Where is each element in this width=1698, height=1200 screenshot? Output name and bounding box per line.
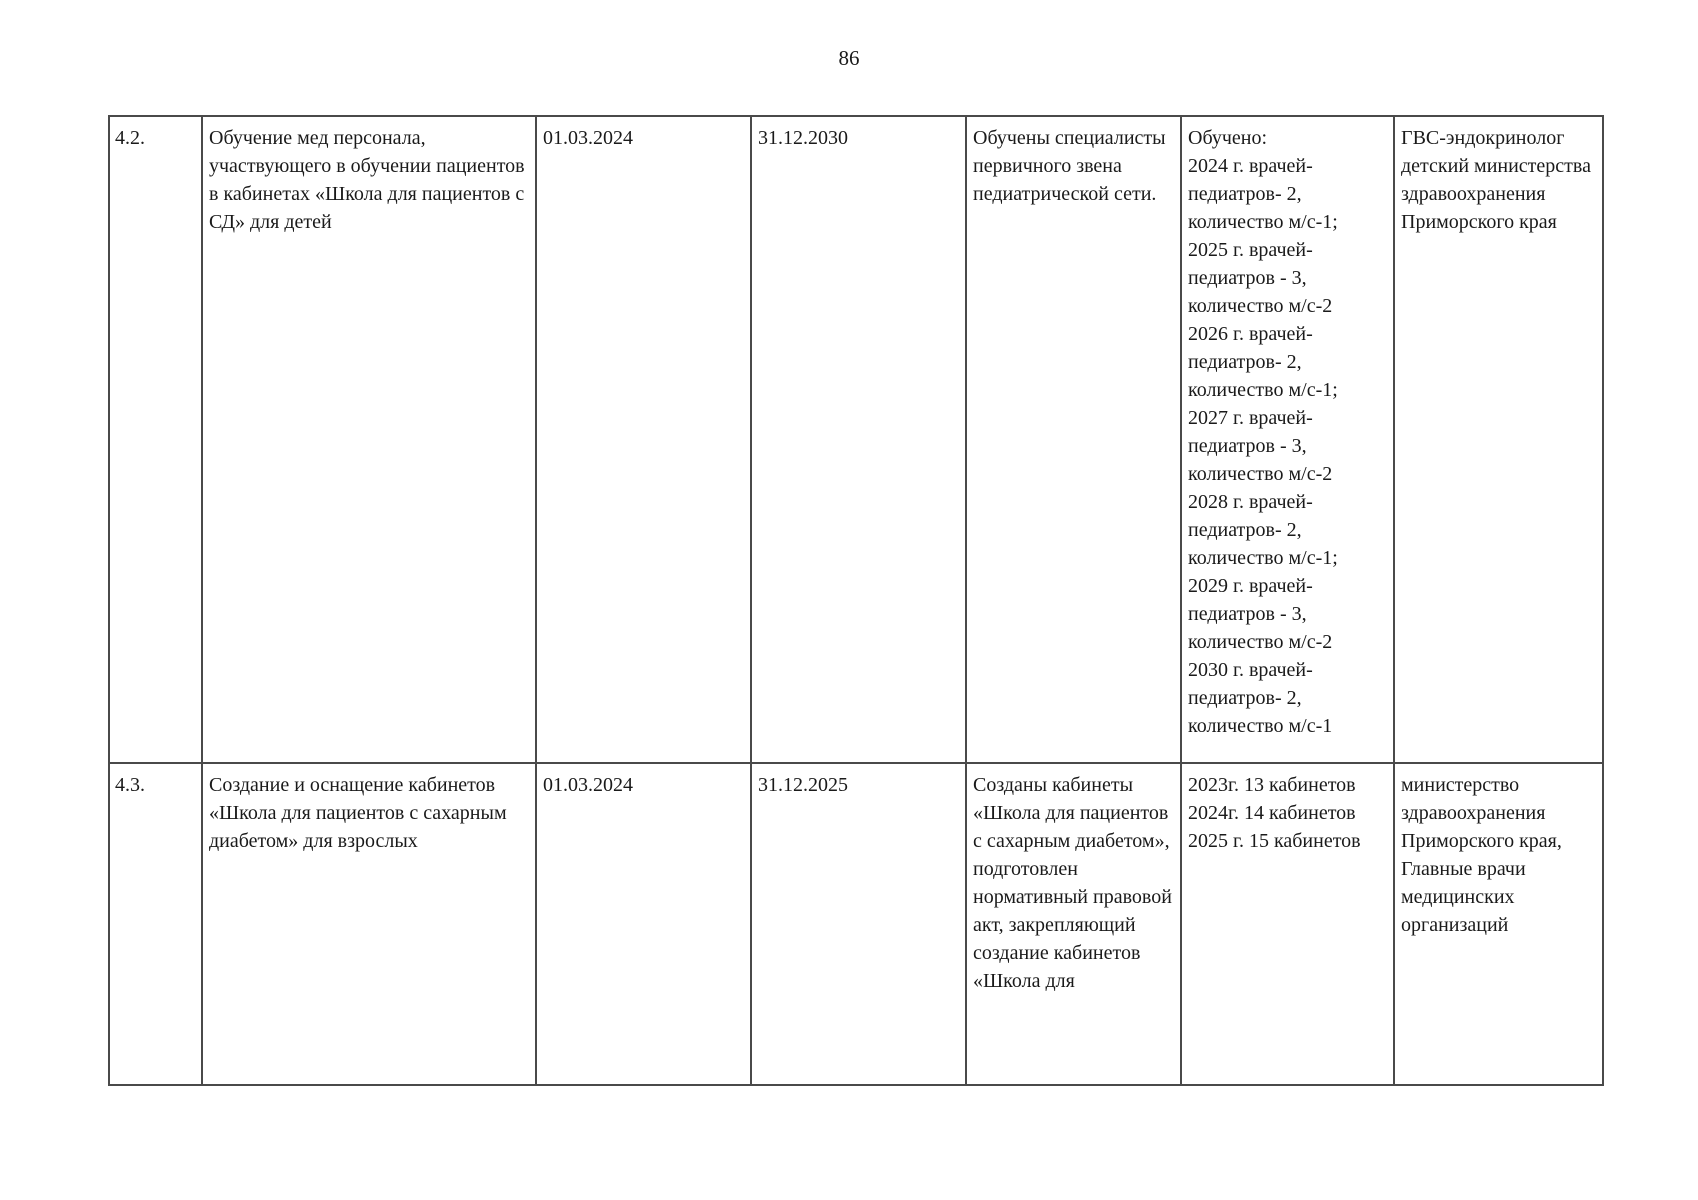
cell-start-date: 01.03.2024: [536, 763, 751, 1085]
cell-responsible: ГВС-эндокринолог детский министерства здравоохранения Приморского края: [1394, 116, 1603, 763]
cell-result: Обучены специалисты первичного звена педиатрической сети.: [966, 116, 1181, 763]
cell-responsible: министерство здравоохранения Приморского края, Главные врачи медицинских организаций: [1394, 763, 1603, 1085]
cell-activity: Создание и оснащение кабинетов «Школа для пациентов с сахарным диабетом» для взрослых: [202, 763, 536, 1085]
cell-number: 4.3.: [109, 763, 202, 1085]
cell-activity: Обучение мед персонала, участвующего в обучении пациентов в кабинетах «Школа для пациентов с СД» для детей: [202, 116, 536, 763]
cell-end-date: 31.12.2030: [751, 116, 966, 763]
page-number: 86: [838, 46, 860, 70]
table-row: [109, 116, 1603, 763]
cell-result: Созданы кабинеты «Школа для пациентов с сахарным диабетом», подготовлен нормативный правовой акт, закрепляющий создание кабинетов «Школа для: [973, 774, 1172, 992]
plan-table: [108, 115, 1604, 1086]
cell-indicator: 2023г. 13 кабинетов 2024г. 14 кабинетов 2025 г. 15 кабинетов: [1181, 763, 1394, 1085]
cell-start-date: 01.03.2024: [536, 116, 751, 763]
cell-end-date: 31.12.2025: [751, 763, 966, 1085]
cell-result-container: [966, 763, 1181, 1085]
table-row: [109, 763, 1603, 1085]
cell-number: 4.2.: [109, 116, 202, 763]
cell-indicator: Обучено: 2024 г. врачей-педиатров- 2, количество м/с-1; 2025 г. врачей-педиатров - 3, количество м/с-2 2026 г. врачей-педиатров- 2, количество м/с-1; 2027 г. врачей-педиатров - 3, количество м/с-2 2028 г. врачей-педиатров- 2, количество м/с-1; 2029 г. врачей-педиатров - 3, количество м/с-2 2030 г. врачей-педиатров- 2, количество м/с-1: [1181, 116, 1394, 763]
